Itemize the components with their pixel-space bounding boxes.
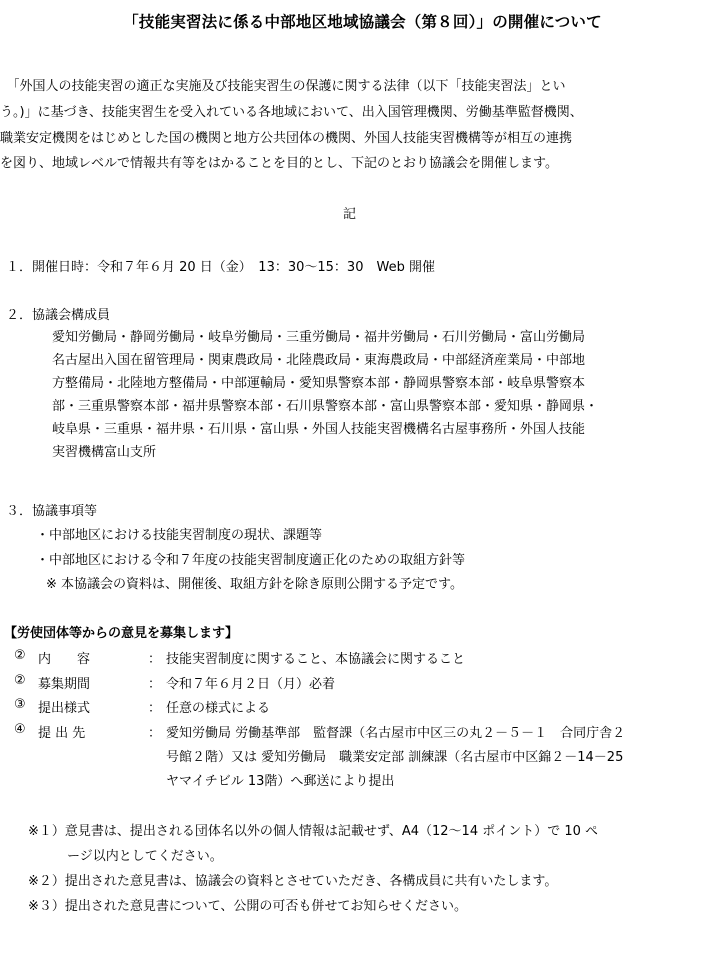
- row-number: ③: [14, 697, 26, 712]
- notes-block: [28, 819, 598, 919]
- row-number: ②: [14, 673, 26, 688]
- item3-heading: ３．協議事項等: [6, 504, 98, 519]
- opinion-row: [14, 648, 725, 667]
- row-label: 内 容: [38, 652, 91, 667]
- intro-line: う。)」に基づき、技能実習生を受入れている各地域において、出入国管理機関、労働基準監督機関、: [0, 104, 583, 120]
- intro-line: を図り、地域レベルで情報共有等をはかることを目的とし、下記のとおり協議会を開催します。: [0, 156, 558, 172]
- row-label: 提 出 先: [38, 726, 86, 741]
- item3-note: ※ 本協議会の資料は、開催後、取組方針を除き原則公開する予定です。: [46, 577, 463, 592]
- note-line: ージ以内としてください。: [28, 849, 223, 864]
- row-value: 令和７年６月２日（月）必着: [166, 677, 336, 692]
- member-line: 愛知労働局・静岡労働局・岐阜労働局・三重労働局・福井労働局・石川労働局・富山労働局: [52, 330, 586, 345]
- member-line: 実習機構富山支所: [52, 445, 157, 460]
- note-line: ※２）提出された意見書は、協議会の資料とさせていただき、各構成員に共有いたします。: [28, 874, 558, 889]
- member-line: 部・三重県警察本部・福井県警察本部・石川県警察本部・富山県警察本部・愛知県・静岡県・: [52, 399, 599, 414]
- submit-row: [14, 722, 725, 794]
- item3-point: ・中部地区における令和７年度の技能実習制度適正化のための取組方針等: [36, 553, 466, 568]
- row-label: 提出様式: [38, 701, 91, 716]
- submit-line: ヤマイチビル 13階）へ郵送により提出: [166, 774, 395, 789]
- page-title: 「技能実習法に係る中部地区地域協議会（第８回）」の開催について: [123, 13, 602, 31]
- row-label: 募集期間: [38, 677, 91, 692]
- member-line: 名古屋出入国在留管理局・関東農政局・北陸農政局・東海農政局・中部経済産業局・中部地: [52, 353, 586, 368]
- row-number: ④: [14, 722, 26, 737]
- member-line: 岐阜県・三重県・福井県・石川県・富山県・外国人技能実習機構名古屋事務所・外国人技能: [52, 422, 586, 437]
- intro-line: 職業安定機関をはじめとした国の機関と地方公共団体の機関、外国人技能実習機構等が相互の連携: [0, 130, 573, 146]
- submit-line: 号館２階）又は 愛知労働局 職業安定部 訓練課（名古屋市中区錦２－14－25: [166, 750, 624, 765]
- item3-point: ・中部地区における技能実習制度の現状、課題等: [36, 528, 323, 543]
- intro-paragraph: [0, 74, 712, 177]
- ki-heading: 記: [343, 207, 357, 222]
- row-value: 技能実習制度に関すること、本協議会に関すること: [166, 652, 466, 667]
- opinion-row: [14, 673, 725, 692]
- member-line: 方整備局・北陸地方整備局・中部運輸局・愛知県警察本部・静岡県警察本部・岐阜県警察本: [52, 376, 586, 391]
- row-value: 任意の様式による: [166, 701, 271, 716]
- intro-line: 「外国人の技能実習の適正な実施及び技能実習生の保護に関する法律（以下「技能実習法」とい: [0, 79, 566, 94]
- opinion-heading: 【労使団体等からの意見を募集します】: [4, 626, 239, 641]
- row-number: ②: [14, 648, 26, 663]
- row-separator: ：: [148, 701, 162, 716]
- opinion-row: [14, 697, 725, 716]
- note-line: ※３）提出された意見書について、公開の可否も併せてお知らせください。: [28, 899, 467, 914]
- note-line: ※１）意見書は、提出される団体名以外の個人情報は記載せず、A4（12～14 ポイント）で 10 ペ: [28, 824, 599, 839]
- row-separator: ：: [148, 677, 162, 692]
- item2-heading: ２．協議会構成員: [6, 308, 111, 323]
- submit-address: [166, 722, 725, 794]
- member-list: [52, 326, 712, 464]
- submit-line: 愛知労働局 労働基準部 監督課（名古屋市中区三の丸２－５－１ 合同庁舎２: [166, 726, 626, 741]
- row-separator: ：: [148, 726, 162, 741]
- row-separator: ：: [148, 652, 162, 667]
- item1-datetime: １．開催日時：令和７年６月 20 日（金） 13：30～15：30 Web 開催: [6, 260, 435, 275]
